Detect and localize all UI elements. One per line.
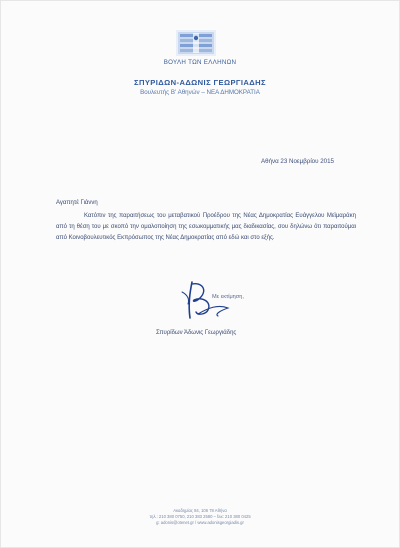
salutation: Αγαπητέ Γιάννη xyxy=(56,200,98,206)
greek-parliament-emblem-icon xyxy=(176,30,216,56)
footer-address: Ακαδημίας 84, 106 78 Αθήνα xyxy=(173,508,227,513)
mp-name: ΣΠΥΡΙΔΩΝ-ΑΔΩΝΙΣ ΓΕΩΡΓΙΑΔΗΣ xyxy=(134,78,266,87)
parliament-title: ΒΟΥΛΗ ΤΩΝ ΕΛΛΗΝΩΝ xyxy=(163,59,237,66)
mp-role: Βουλευτής Β' Αθηνών – ΝΕΑ ΔΗΜΟΚΡΑΤΙΑ xyxy=(140,89,260,96)
footer-phones: τηλ.: 210 380 0750, 210 383 2580 – fax: 210 380 0425 xyxy=(149,514,251,519)
letter-footer xyxy=(0,508,400,526)
footer-web: g: adonis@otenet.gr / www.adonisgeorgiadis.gr xyxy=(156,520,244,525)
closing-phrase: Με εκτίμηση, xyxy=(212,294,244,300)
letter-body-paragraph: Κατόπιν της παραιτήσεως του μεταβατικού Προέδρου της Νέας Δημοκρατίας Ευάγγελου Μεϊμαράκη από τη θέση του με σκοπό την ομαλοποίηση της εσωκομματικής μας διαδικασίας, σου δηλώνω ότι παραιτούμαι από Κοινοβουλευτικός Εκπρόσωπος της Νέας Δημοκρατίας από εδώ και στο εξής. xyxy=(56,213,356,241)
handwritten-signature xyxy=(178,278,242,320)
signer-name: Σπυρίδων Άδωνις Γεωργιάδης xyxy=(156,330,237,336)
letter-date: Αθήνα 23 Νοεμβρίου 2015 xyxy=(261,158,334,165)
